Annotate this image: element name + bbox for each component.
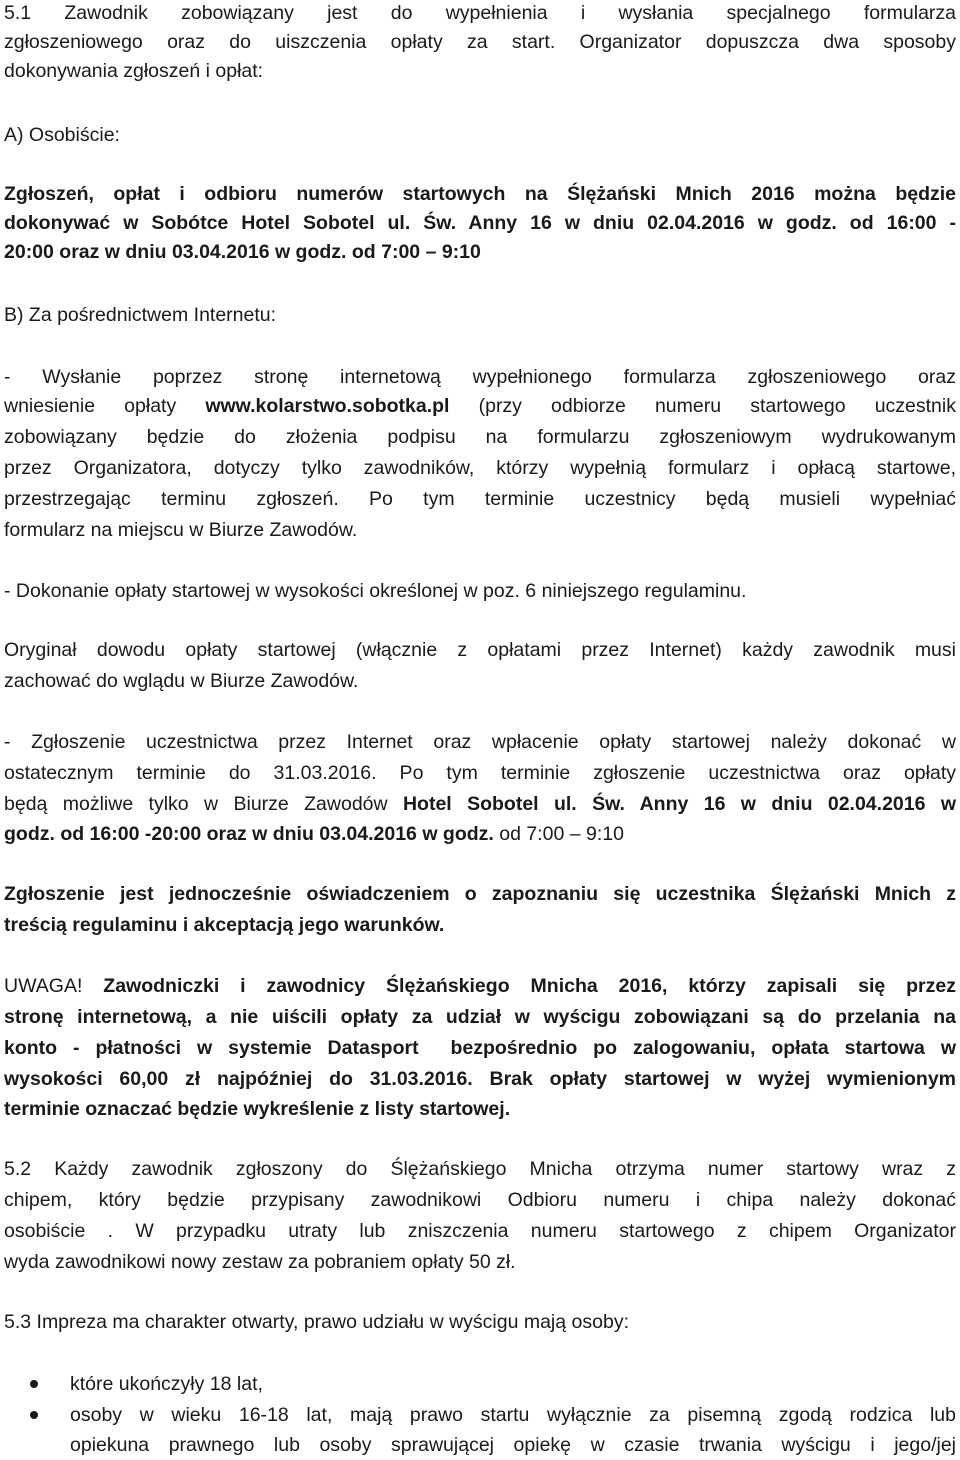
section-a-bold-2: dokonywać w Sobótce Hotel Sobotel ul. Św. Anny 16 w dniu 02.04.2016 w godz. od 16:00 -	[4, 212, 956, 234]
declaration-bold-2: treścią regulaminu i akceptacją jego warunków.	[4, 914, 445, 936]
warning-line-3	[4, 1035, 956, 1061]
section-a-heading: A) Osobiście:	[4, 124, 120, 146]
warning-bold: Zawodniczki i zawodnicy Ślężańskiego Mnicha 2016, którzy zapisali się przez	[82, 975, 956, 997]
section-b-line-4: przez Organizatora, dotyczy tylko zawodników, którzy wypełnią formularz i opłacą startowe,	[4, 457, 956, 479]
warning-line-2	[4, 1004, 956, 1030]
payment-line: - Dokonanie opłaty startowej w wysokości określonej w poz. 6 niniejszego regulaminu.	[4, 580, 747, 602]
deadline-text: będą możliwe tylko w Biurze Zawodów	[4, 793, 403, 815]
deadline-line-3	[4, 791, 956, 817]
bullet-dot-icon	[30, 1380, 38, 1388]
deadline-text: od 7:00 – 9:10	[493, 823, 624, 845]
original-line-1: Oryginał dowodu opłaty startowej (włącznie z opłatami przez Internet) każdy zawodnik musi	[4, 639, 956, 661]
para-5-2-line-3: osobiście . W przypadku utraty lub zniszczenia numeru startowego z chipem Organizator	[4, 1220, 956, 1242]
section-b-line-2	[4, 393, 956, 419]
declaration-line-2	[4, 912, 956, 938]
warning-bold: wysokości 60,00 zł najpóźniej do 31.03.2016. Brak opłaty startowej w wyżej wymienionym	[4, 1068, 956, 1090]
para-5-1-line-2: zgłoszeniowego oraz do uiszczenia opłaty za start. Organizator dopuszcza dwa sposoby	[4, 31, 956, 53]
deadline-bold: Hotel Sobotel ul. Św. Anny 16 w dniu 02.04.2016 w	[402, 793, 956, 815]
deadline-bold: godz. od 16:00 -20:00 oraz w dniu 03.04.2016 w godz.	[4, 823, 494, 845]
section-a-line-2	[4, 210, 956, 236]
warning-bold: stronę internetową, a nie uiścili opłaty za udział w wyścigu zobowiązani są do przelania na	[4, 1006, 956, 1028]
warning-line-5	[4, 1096, 956, 1122]
section-b-line-3: zobowiązany będzie do złożenia podpisu na formularzu zgłoszeniowym wydrukowanym	[4, 426, 956, 448]
para-5-2-line-2: chipem, który będzie przypisany zawodnikowi Odbioru numeru i chipa należy dokonać	[4, 1189, 956, 1211]
bullet-item-1: które ukończyły 18 lat,	[70, 1373, 263, 1395]
warning-label: UWAGA!	[4, 975, 83, 997]
bullet-dot-icon	[30, 1411, 38, 1419]
warning-line-4	[4, 1066, 956, 1092]
bullet-item-2-line-1: osoby w wieku 16-18 lat, mają prawo startu wyłącznie za pisemną zgodą rodzica lub	[70, 1404, 956, 1426]
para-5-1-line-3: dokonywania zgłoszeń i opłat:	[4, 60, 264, 82]
warning-bold: terminie oznaczać będzie wykreślenie z listy startowej.	[4, 1098, 511, 1120]
section-b-line-5: przestrzegając terminu zgłoszeń. Po tym terminie uczestnicy będą musieli wypełniać	[4, 488, 956, 510]
warning-line-1	[4, 973, 956, 999]
section-b-line-6: formularz na miejscu w Biurze Zawodów.	[4, 519, 358, 541]
section-b-text: wniesienie opłaty	[4, 395, 206, 417]
section-b-text: (przy odbiorze numeru startowego uczestnik	[449, 395, 956, 417]
section-a-line-1	[4, 181, 956, 207]
warning-bold: konto - płatności w systemie Datasport bezpośrednio po zalogowaniu, opłata startowa w	[4, 1037, 956, 1059]
bullet-item-2-line-2: opiekuna prawnego lub osoby sprawującej opiekę w czasie trwania wyścigu i jego/jej	[70, 1434, 956, 1456]
para-5-2-line-1: 5.2 Każdy zawodnik zgłoszony do Ślężańskiego Mnicha otrzyma numer startowy wraz z	[4, 1158, 956, 1180]
section-a-line-3	[4, 239, 956, 265]
section-a-bold-3: 20:00 oraz w dniu 03.04.2016 w godz. od 7:00 – 9:10	[4, 241, 481, 263]
section-b-line-1: - Wysłanie poprzez stronę internetową wypełnionego formularza zgłoszeniowego oraz	[4, 366, 956, 388]
website-link[interactable]: www.kolarstwo.sobotka.pl	[205, 395, 450, 417]
deadline-line-2: ostatecznym terminie do 31.03.2016. Po tym terminie zgłoszenie uczestnictwa oraz opłaty	[4, 762, 956, 784]
deadline-line-1: - Zgłoszenie uczestnictwa przez Internet oraz wpłacenie opłaty startowej należy dokonać w	[4, 731, 956, 753]
section-a-bold-1: Zgłoszeń, opłat i odbioru numerów startowych na Ślężański Mnich 2016 można będzie	[4, 183, 956, 205]
para-5-3-line-1: 5.3 Impreza ma charakter otwarty, prawo udziału w wyścigu mają osoby:	[4, 1311, 629, 1333]
deadline-line-4	[4, 821, 956, 847]
section-b-heading: B) Za pośrednictwem Internetu:	[4, 304, 277, 326]
declaration-bold-1: Zgłoszenie jest jednocześnie oświadczeniem o zapoznaniu się uczestnika Ślężański Mnich z	[4, 883, 956, 905]
para-5-1-line-1: 5.1 Zawodnik zobowiązany jest do wypełnienia i wysłania specjalnego formularza	[4, 2, 956, 24]
para-5-2-line-4: wyda zawodnikowi nowy zestaw za pobraniem opłaty 50 zł.	[4, 1251, 516, 1273]
original-line-2: zachować do wglądu w Biurze Zawodów.	[4, 670, 359, 692]
declaration-line-1	[4, 881, 956, 907]
